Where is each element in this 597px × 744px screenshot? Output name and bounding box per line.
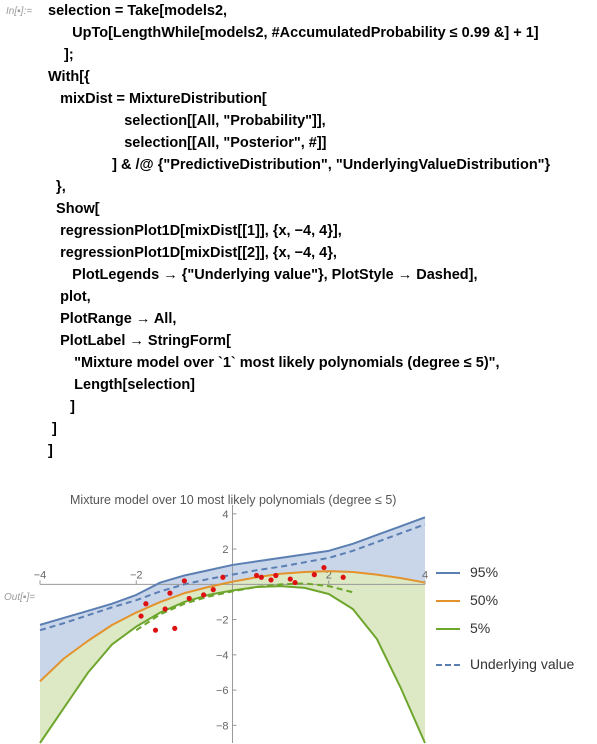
x-tick-label: −4 (33, 569, 47, 582)
code-line: PlotRange → All, (44, 311, 177, 327)
data-point (182, 578, 187, 583)
output-label: Out[▪]= (4, 592, 36, 603)
y-tick-label: −8 (215, 720, 229, 733)
code-line: PlotLabel → StringForm[ (44, 333, 231, 349)
x-tick-label: 4 (421, 569, 429, 582)
legend-label: Underlying value (470, 656, 575, 672)
data-point (211, 587, 216, 592)
data-point (187, 596, 192, 601)
code-line: "Mixture model over `1` most likely polynomials (degree ≤ 5)", (50, 355, 500, 371)
x-tick-label: 2 (325, 569, 332, 582)
legend-label: 5% (470, 620, 491, 636)
mixture-plot[interactable] (33, 505, 429, 743)
y-tick-label: −4 (215, 649, 229, 662)
legend-label: 50% (470, 592, 499, 608)
data-point (172, 626, 177, 631)
y-tick-label: 4 (222, 508, 229, 521)
code-line: selection = Take[models2, (48, 3, 228, 19)
code-line: ] (54, 399, 75, 415)
plot-title: Mixture model over 10 most likely polynomials (degree ≤ 5) (70, 493, 397, 507)
data-point (143, 601, 148, 606)
code-line: PlotLegends → {"Underlying value"}, PlotStyle → Dashed], (48, 267, 478, 283)
code-line: }, (48, 179, 66, 195)
data-point (341, 575, 346, 580)
code-line: ]; (56, 47, 74, 63)
data-point (153, 628, 158, 633)
data-point (163, 606, 168, 611)
y-tick-label: −2 (215, 614, 229, 627)
legend-swatch (436, 664, 460, 666)
data-point (254, 573, 259, 578)
code-line: regressionPlot1D[mixDist[[1]], {x, −4, 4}], (44, 223, 342, 239)
code-line: plot, (44, 289, 91, 305)
legend-swatch (436, 628, 460, 630)
code-line: Show[ (48, 201, 100, 217)
data-point (138, 613, 143, 618)
legend-swatch (436, 600, 460, 602)
code-line: With[{ (48, 69, 90, 85)
input-label: In[▪]:= (6, 6, 33, 17)
data-point (288, 576, 293, 581)
legend-item-95 (432, 563, 597, 583)
data-point (321, 565, 326, 570)
data-point (201, 592, 206, 597)
code-line: ] (48, 443, 53, 459)
data-point (167, 591, 172, 596)
data-point (259, 575, 264, 580)
data-point (268, 577, 273, 582)
code-line: selection[[All, "Posterior", #]] (92, 135, 327, 151)
legend-label: 95% (470, 564, 499, 580)
code-line: selection[[All, "Probability"]], (92, 113, 326, 129)
code-line: Length[selection] (50, 377, 196, 393)
data-point (273, 573, 278, 578)
data-point (220, 575, 225, 580)
legend-swatch (436, 572, 460, 574)
code-line: ] & /@ {"PredictiveDistribution", "UnderlyingValueDistribution"} (88, 157, 551, 173)
data-point (292, 580, 297, 585)
code-line: regressionPlot1D[mixDist[[2]], {x, −4, 4}, (44, 245, 337, 261)
data-point (312, 572, 317, 577)
legend-item-50 (432, 591, 597, 611)
y-tick-label: −6 (215, 685, 229, 698)
legend-item-underlying-value (432, 655, 597, 675)
x-tick-label: −2 (129, 569, 143, 582)
legend-item-5 (432, 619, 597, 639)
code-line: ] (44, 421, 57, 437)
y-tick-label: 2 (222, 544, 229, 557)
code-line: UpTo[LengthWhile[models2, #AccumulatedProbability ≤ 0.99 &] + 1] (56, 25, 539, 41)
code-line: mixDist = MixtureDistribution[ (44, 91, 267, 107)
